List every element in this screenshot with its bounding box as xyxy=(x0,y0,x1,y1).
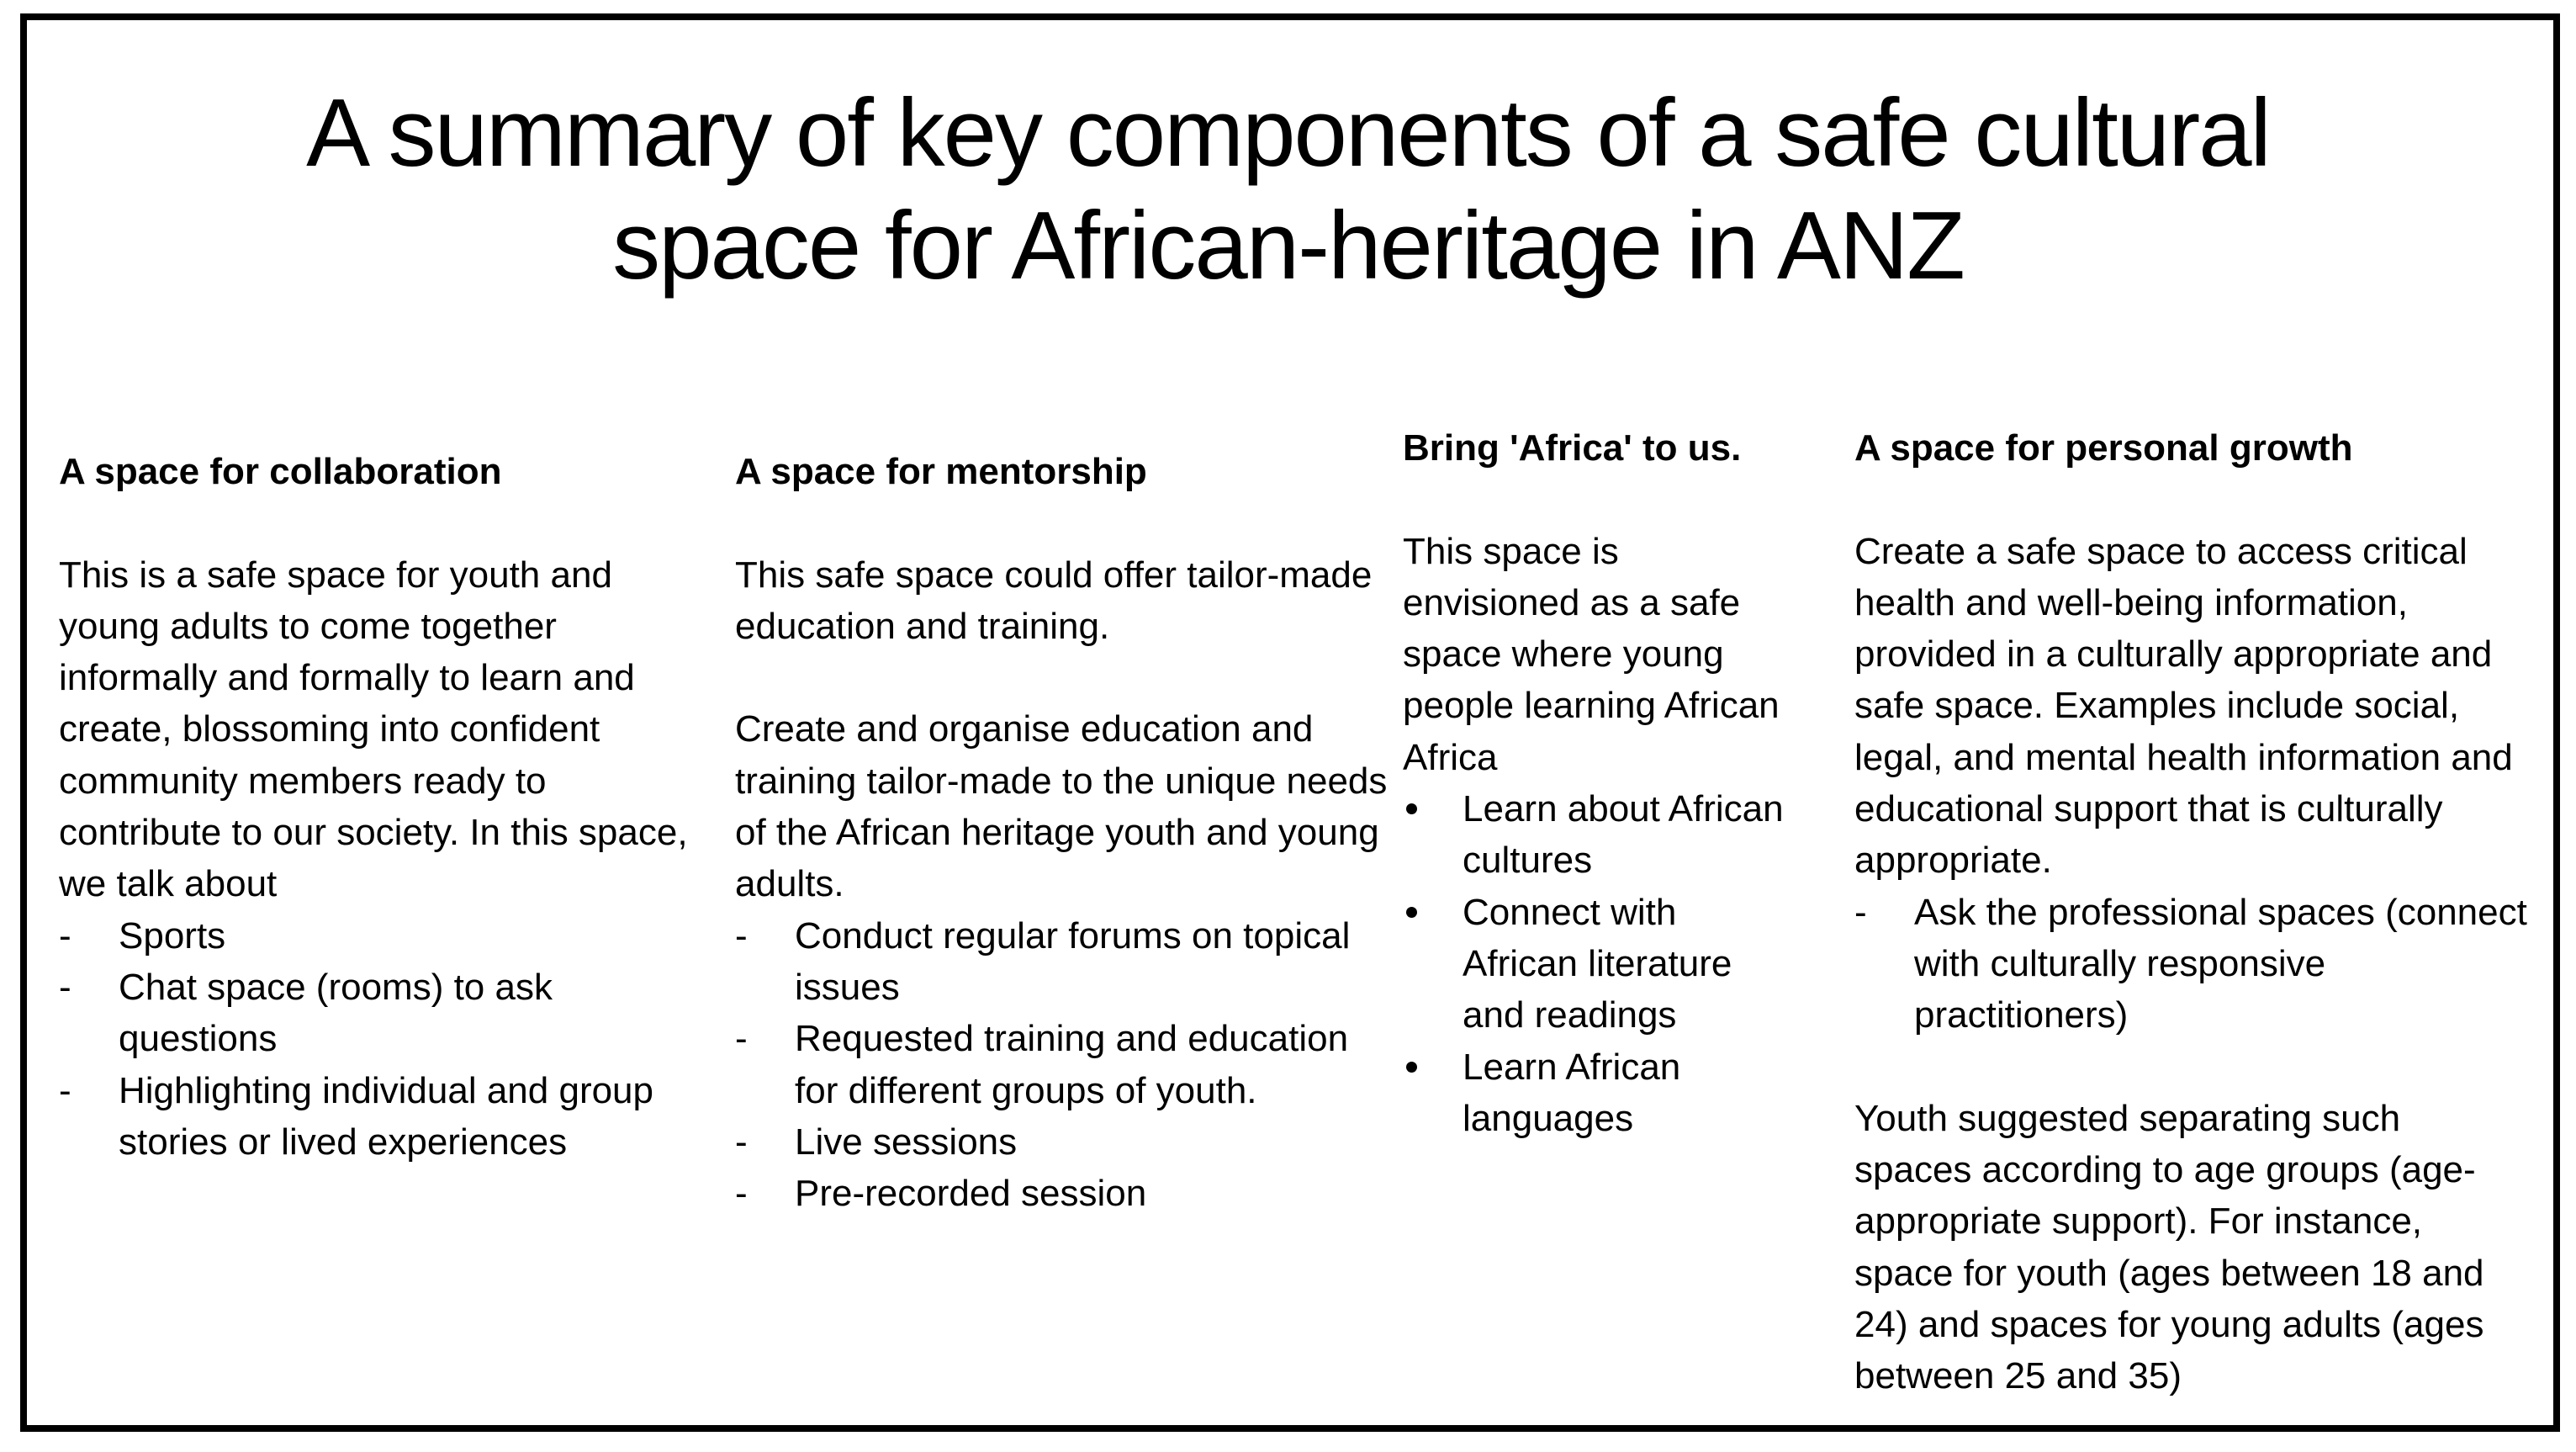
list-item: - Ask the professional spaces (connect with culturally responsive practitioners) xyxy=(1854,887,2527,1041)
dash-marker: - xyxy=(735,914,748,957)
column-paragraph: Create and organise education and training tailor-made to the unique needs of the African heritage youth and young adults. xyxy=(735,708,1388,905)
column-paragraph: This safe space could offer tailor-made education and training. xyxy=(735,554,1373,647)
column-list xyxy=(1854,887,2527,1041)
column-heading: A space for collaboration xyxy=(59,451,502,492)
list-item: - Conduct regular forums on topical issues xyxy=(735,910,1391,1014)
slide-title-line-1: A summary of key components of a safe cultural xyxy=(306,80,2270,187)
dash-marker: - xyxy=(59,1069,71,1111)
column-paragraph: Create a safe space to access critical health and well-being information, provided in a culturally appropriate and safe space. Examples include social, legal, and mental health information and educational support that is culturally appropriate. xyxy=(1854,530,2513,882)
dash-marker: - xyxy=(59,914,71,957)
dash-marker: - xyxy=(1854,891,1867,933)
column-mentorship xyxy=(735,446,1391,1219)
column-list xyxy=(735,910,1391,1220)
column-list xyxy=(59,910,715,1168)
list-item: - Requested training and education for different groups of youth. xyxy=(735,1013,1391,1116)
slide-title-line-2: space for African-heritage in ANZ xyxy=(612,193,1964,299)
column-heading: A space for personal growth xyxy=(1854,427,2353,469)
list-item: - Sports xyxy=(59,910,715,962)
column-personal-growth xyxy=(1854,422,2527,1402)
column-closing-paragraph: Youth suggested separating such spaces according to age groups (age-appropriate support). For instance, space for youth (ages between 18 and 24) and spaces for young adults (ages between 25 and 35) xyxy=(1854,1097,2484,1397)
dash-marker: - xyxy=(735,1173,748,1215)
column-heading: A space for mentorship xyxy=(735,451,1147,492)
dash-marker: - xyxy=(59,966,71,1008)
list-item: - Live sessions xyxy=(735,1116,1391,1168)
bullet-icon xyxy=(1406,907,1417,918)
list-item: - Highlighting individual and group stories or lived experiences xyxy=(59,1065,715,1168)
dash-marker: - xyxy=(735,1018,748,1060)
list-item: - Chat space (rooms) to ask questions xyxy=(59,962,715,1065)
column-collaboration xyxy=(59,446,715,1168)
list-item: Learn African languages xyxy=(1403,1041,1790,1145)
column-bring-africa xyxy=(1403,422,1790,1144)
bullet-icon xyxy=(1406,1062,1417,1073)
column-paragraph: This space is envisioned as a safe space where young people learning African Africa xyxy=(1403,530,1780,778)
list-item: - Pre-recorded session xyxy=(735,1168,1391,1219)
list-item: Connect with African literature and readings xyxy=(1403,887,1790,1041)
column-heading: Bring 'Africa' to us. xyxy=(1403,427,1742,469)
column-paragraph: This is a safe space for youth and young adults to come together informally and formally to learn and create, blossoming into confident community members ready to contribute to our society. In this space, we talk about xyxy=(59,554,688,905)
list-item: Learn about African cultures xyxy=(1403,783,1790,887)
bullet-icon xyxy=(1406,803,1417,814)
dash-marker: - xyxy=(735,1121,748,1163)
slide-title xyxy=(0,77,2576,303)
column-list xyxy=(1403,783,1790,1144)
